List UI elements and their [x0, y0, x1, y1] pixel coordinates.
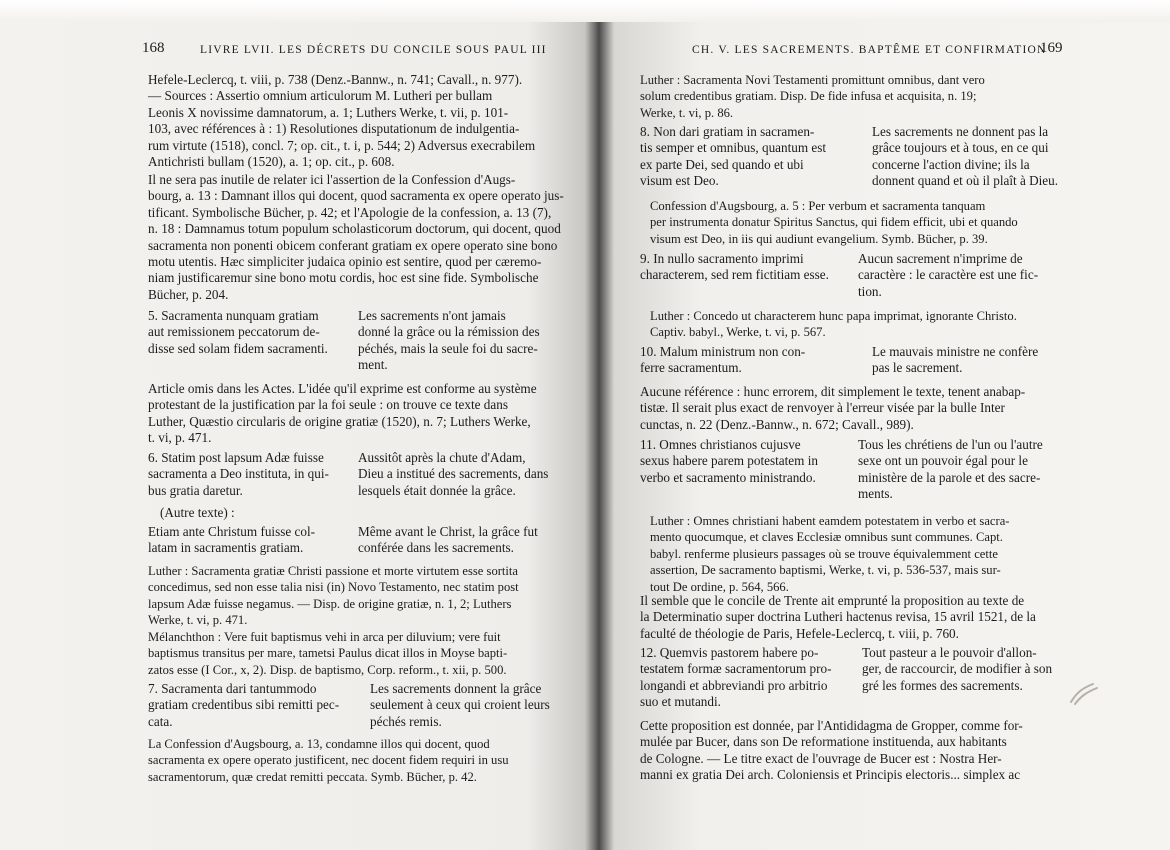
text-line: Tous les chrétiens de l'un ou l'autre [858, 437, 1043, 452]
text-line: aut remissionem peccatorum de- [148, 324, 320, 340]
text-line: gré les formes des sacrements. [862, 677, 1023, 693]
article-6-alt-french [358, 524, 566, 557]
text-line: la Determinatio super doctrina Lutheri hactenus revisa, 15 avril 1521, de la [640, 609, 1036, 625]
text-line: baptismus transitus per mare, tametsi Paulus dicat illos in Moyse bapti- [148, 646, 508, 661]
text-line: — Sources : Assertio omnium articulorum M. Lutheri per bullam [148, 88, 493, 104]
text-line: disse sed solam fidem sacramenti. [148, 340, 328, 356]
text-line: babyl. renferme plusieurs passages où se trouve équivalemment cette [650, 546, 998, 561]
article-7-french [370, 681, 566, 730]
pencil-mark-icon [1063, 678, 1103, 708]
luther-note-right-3 [650, 513, 1064, 595]
text-line: visum est Deo, in iis qui audiunt evangelium. Symb. Bücher, p. 39. [650, 231, 988, 246]
text-line: tion. [858, 283, 882, 299]
text-line: assertion, De sacramento baptismi, Werke, t. vi, p. 536-537, mais sur- [650, 563, 1001, 578]
article-12-latin [640, 645, 846, 711]
text-line: seulement à ceux qui croient leurs [370, 697, 550, 713]
text-line: bourg, a. 13 : Damnant illos qui docent, quod sacramenta ex opere operato jus- [148, 188, 564, 204]
text-line: sexus habere parem potestatem in [640, 453, 818, 469]
text-line: Luther : Sacramenta gratiæ Christi passione et morte virtutem esse sortita [148, 564, 519, 578]
article-8 [640, 124, 1064, 194]
article-10 [640, 344, 1064, 380]
text-line: latam in sacramentis gratiam. [148, 540, 304, 556]
article-9 [640, 251, 1064, 303]
text-line: mulée par Bucer, dans son De reformatione instituenda, aux habitants [640, 734, 1007, 750]
text-line: caractère : le caractère est une fic- [858, 267, 1039, 283]
text-line: Antichristi bullam (1520), a. 1; op. cit., p. 608. [148, 154, 395, 170]
text-line: Les sacrements n'ont jamais [358, 308, 506, 323]
text-line: Bücher, p. 204. [148, 286, 229, 302]
right-page-number: 169 [1040, 40, 1063, 56]
melanchthon-note [148, 629, 566, 678]
text-line: donné la grâce ou la rémission des [358, 324, 540, 340]
text-line: cunctas, n. 22 (Denz.-Bannw., n. 672; Cavall., 989). [640, 416, 914, 432]
text-line: Même avant le Christ, la grâce fut [358, 524, 538, 539]
text-line: 11. Omnes christianos cujusve [640, 437, 801, 452]
text-line: 7. Sacramenta dari tantummodo [148, 681, 317, 696]
text-line: Etiam ante Christum fuisse col- [148, 524, 316, 539]
article-12-french [862, 645, 1066, 694]
text-line: lapsum Adæ fuisse negamus. — Disp. de origine gratiæ, n. 1, 2; Luthers [148, 596, 512, 611]
text-line: zatos esse (I Cor., x, 2). Disp. de baptismo, Corp. reform., t. xii, p. 500. [148, 662, 507, 677]
text-line: de Cologne. — Le titre exact de l'ouvrage de Bucer est : Nostra Her- [640, 750, 1002, 766]
text-line: ex parte Dei, sed quando et ubi [640, 156, 804, 172]
text-line: Il ne sera pas inutile de relater ici l'assertion de la Confession d'Augs- [148, 172, 516, 187]
text-line: Les sacrements donnent la grâce [370, 681, 542, 696]
text-line: La Confession d'Augsbourg, a. 13, condamne illos qui docent, quod [148, 737, 490, 751]
article-6-alt [148, 524, 566, 560]
text-line: Werke, t. vi, p. 471. [148, 613, 248, 628]
aucune-reference-paragraph [640, 384, 1064, 433]
text-line: Il semble que le concile de Trente ait emprunté la proposition au texte de [640, 593, 1025, 608]
text-line: Article omis dans les Actes. L'idée qu'il exprime est conforme au système [148, 381, 537, 396]
article-9-french [858, 251, 1066, 300]
text-line: manni ex gratia Dei arch. Coloniensis et Principis electoris... simplex ac [640, 767, 1021, 783]
text-line: ments. [858, 486, 893, 502]
luther-note-left [148, 563, 566, 629]
article-7 [148, 681, 566, 733]
text-line: 8. Non dari gratiam in sacramen- [640, 124, 815, 139]
text-line: motu utentis. Hæc simpliciter judaica opinio est sentire, quod per cæremo- [148, 254, 542, 270]
article-8-latin [640, 124, 846, 190]
text-line: tout De ordine, p. 564, 566. [650, 579, 789, 594]
article-11 [640, 437, 1064, 507]
text-line: concerne l'action divine; ils la [872, 156, 1030, 172]
text-line: pas le sacrement. [872, 360, 963, 376]
left-confession-paragraph [148, 172, 566, 303]
left-running-head: LIVRE LVII. LES DÉCRETS DU CONCILE SOUS PAUL III [200, 44, 547, 56]
text-line: t. vi, p. 471. [148, 430, 212, 446]
text-line: sacramenta a Deo instituta, in qui- [148, 466, 329, 482]
text-line: tis semper et omnibus, quantum est [640, 140, 827, 156]
text-line: Captiv. babyl., Werke, t. vi, p. 567. [650, 325, 826, 340]
text-line: 12. Quemvis pastorem habere po- [640, 645, 819, 660]
text-line: per instrumenta donatur Spiritus Sanctus, qui fidem efficit, ubi et quando [650, 215, 1018, 230]
text-line: n. 18 : Damnamus totum populum scholasticorum doctorum, qui docent, quod [148, 221, 561, 237]
article-9-latin [640, 251, 846, 284]
text-line: Hefele-Leclercq, t. viii, p. 738 (Denz.-Bannw., n. 741; Cavall., n. 977). [148, 72, 523, 87]
text-line: Luther, Quæstio circularis de origine gratiæ (1520), n. 7; Luthers Werke, [148, 413, 531, 429]
text-line: Dieu a institué des sacrements, dans [358, 466, 549, 482]
text-line: solum credentibus gratiam. Disp. De fide infusa et acquisita, n. 19; [640, 89, 977, 104]
text-line: niam justificaremur sine bono motu cordis, hoc est sine fide. Symbolische [148, 270, 539, 286]
text-line: tificant. Symbolische Bücher, p. 42; et l'Apologie de la confession, a. 13 (7), [148, 204, 552, 220]
text-line: ger, de raccourcir, de modifier à son [862, 661, 1053, 677]
text-line: mento quocumque, et claves Ecclesiæ omnibus sunt communes. Capt. [650, 530, 1003, 545]
text-line: characterem, sed rem fictitiam esse. [640, 267, 829, 283]
text-line: 9. In nullo sacramento imprimi [640, 251, 804, 266]
text-line: Mélanchthon : Vere fuit baptismus vehi in arca per diluvium; vere fuit [148, 630, 501, 644]
article-6-french [358, 450, 566, 499]
text-line: testatem formæ sacramentorum pro- [640, 661, 832, 677]
confession-note-right [650, 198, 1064, 247]
text-line: sacramenta ex opere operato justificent, nec docent fidem requiri in usu [148, 753, 509, 768]
right-running-head: CH. V. LES SACREMENTS. BAPTÊME ET CONFIRMATION [692, 44, 1047, 56]
text-line: gratiam credentibus sibi remitti pec- [148, 697, 340, 713]
left-sources-paragraph [148, 72, 566, 170]
article-5 [148, 308, 566, 378]
text-line: Confession d'Augsbourg, a. 5 : Per verbum et sacramenta tanquam [650, 199, 986, 213]
text-line: Le mauvais ministre ne confère [872, 344, 1039, 359]
article-7-latin [148, 681, 348, 730]
text-line: donnent quand et où il plaît à Dieu. [872, 173, 1059, 189]
article-11-french [858, 437, 1066, 503]
article-10-latin [640, 344, 846, 377]
luther-note-right-1 [640, 72, 1064, 121]
text-line: Leonis X novissime damnatorum, a. 1; Luthers Werke, t. vii, p. 101- [148, 104, 509, 120]
text-line: conférée dans les sacrements. [358, 540, 514, 556]
text-line: ment. [358, 357, 388, 373]
text-line: faculté de théologie de Paris, Hefele-Leclercq, t. viii, p. 760. [640, 625, 959, 641]
autre-texte-label: (Autre texte) : [160, 505, 235, 520]
left-page-number: 168 [142, 40, 165, 56]
text-line: Luther : Sacramenta Novi Testamenti promittunt omnibus, dant vero [640, 73, 985, 87]
article-5-latin [148, 308, 348, 357]
text-line: Les sacrements ne donnent pas la [872, 124, 1049, 139]
text-line: 10. Malum ministrum non con- [640, 344, 806, 359]
article-5-commentary [148, 381, 566, 447]
text-line: rum virtute (1518), concl. 7; op. cit., t. i, p. 544; 2) Adversus execrabilem [148, 137, 536, 153]
text-line: visum est Deo. [640, 173, 719, 189]
article-12 [640, 645, 1064, 715]
text-line: Aucune référence : hunc errorem, dit simplement le texte, tenent anabap- [640, 384, 1026, 399]
text-line: 5. Sacramenta nunquam gratiam [148, 308, 319, 323]
text-line: péchés, mais la seule foi du sacre- [358, 340, 538, 356]
article-6-alt-latin [148, 524, 348, 557]
luther-note-right-2 [650, 308, 1064, 341]
trente-paragraph [640, 593, 1064, 642]
text-line: concedimus, sed non esse talia nisi (in) Novo Testamento, nec statim post [148, 580, 519, 595]
article-11-latin [640, 437, 846, 486]
text-line: protestant de la justification par la foi seule : on trouve ce texte dans [148, 397, 508, 413]
article-5-french [358, 308, 566, 374]
article-8-french [872, 124, 1066, 190]
text-line: lesquels était donnée la grâce. [358, 482, 516, 498]
text-line: 6. Statim post lapsum Adæ fuisse [148, 450, 324, 465]
article-6-latin [148, 450, 348, 499]
text-line: longandi et abbreviandi pro arbitrio [640, 677, 828, 693]
text-line: Werke, t. vi, p. 86. [640, 105, 734, 120]
text-line: suo et mutandi. [640, 694, 721, 710]
confession-note-left [148, 736, 566, 785]
article-10-french [872, 344, 1066, 377]
text-line: sacramenta non ponenti obicem conferant gratiam ex opere operato sine bono [148, 237, 558, 253]
text-line: sexe ont un pouvoir égal pour le [858, 453, 1028, 469]
text-line: sacramentorum, quæ credat remitti peccata. Symb. Bücher, p. 42. [148, 769, 477, 784]
article-6 [148, 450, 566, 502]
text-line: verbo et sacramento ministrando. [640, 469, 816, 485]
text-line: ministère de la parole et des sacre- [858, 469, 1041, 485]
text-line: Aussitôt après la chute d'Adam, [358, 450, 526, 465]
text-line: ferre sacramentum. [640, 360, 742, 376]
text-line: Aucun sacrement n'imprime de [858, 251, 1023, 266]
text-line: bus gratia daretur. [148, 482, 243, 498]
text-line: Luther : Omnes christiani habent eamdem potestatem in verbo et sacra- [650, 514, 1010, 528]
text-line: tistæ. Il serait plus exact de renvoyer à l'erreur visée par la bulle Inter [640, 400, 1005, 416]
text-line: cata. [148, 713, 173, 729]
text-line: grâce toujours et à tous, en ce qui [872, 140, 1049, 156]
text-line: Tout pasteur a le pouvoir d'allon- [862, 645, 1037, 660]
text-line: péchés remis. [370, 713, 442, 729]
text-line: 103, avec références à : 1) Resolutiones disputationum de indulgentia- [148, 121, 520, 137]
text-line: Cette proposition est donnée, par l'Antididagma de Gropper, comme for- [640, 718, 1023, 733]
text-line: Luther : Concedo ut characterem hunc papa imprimat, ignorante Christo. [650, 309, 1017, 323]
gropper-paragraph [640, 718, 1064, 784]
